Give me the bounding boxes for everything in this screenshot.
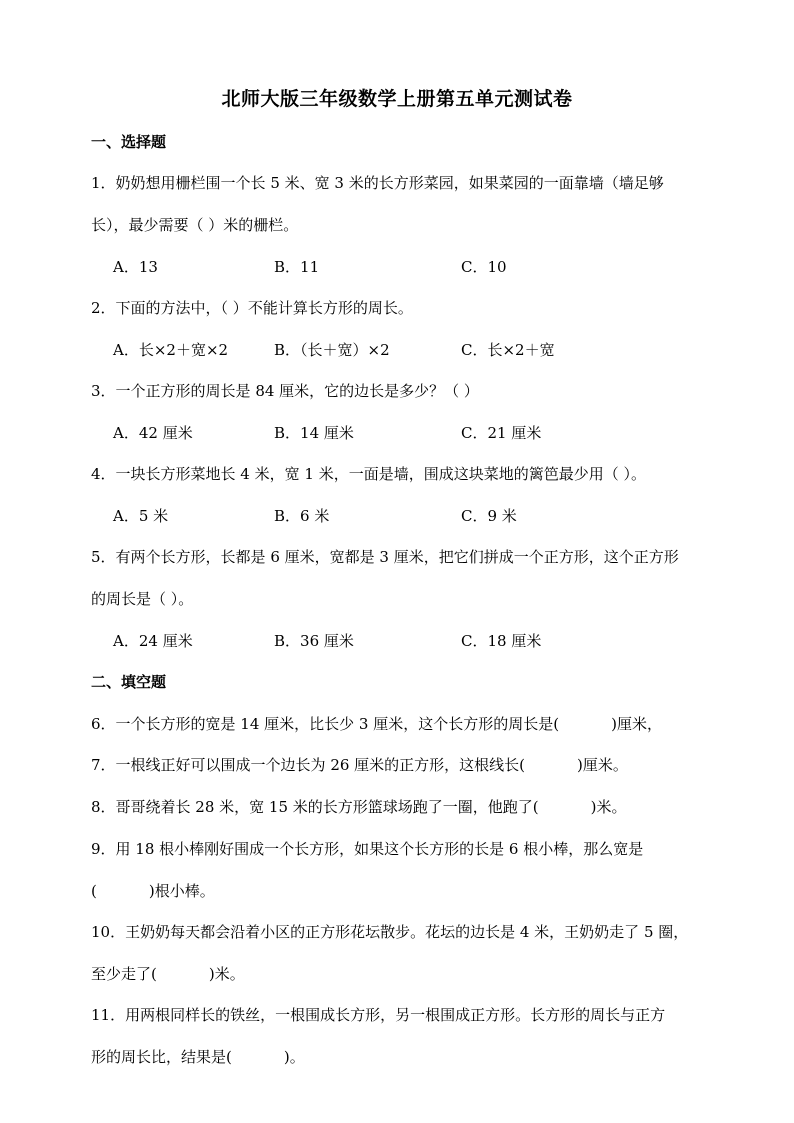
question-6-text: 6．一个长方形的宽是 14 厘米，比长少 3 厘米，这个长方形的周长是( <box>91 715 560 733</box>
question-1-line-2: 长），最少需要（ ）米的栅栏。 <box>91 216 299 234</box>
question-9-line-2 <box>91 880 215 901</box>
question-2-option-c: C．长×2＋宽 <box>461 341 555 359</box>
question-5-option-b: B．36 厘米 <box>274 632 354 650</box>
question-11-suffix: )。 <box>283 1048 305 1066</box>
question-11-line-2 <box>91 1046 305 1067</box>
question-10-prefix: 至少走了( <box>91 965 157 983</box>
question-6 <box>91 713 662 734</box>
question-4-option-c: C．9 米 <box>461 507 517 525</box>
question-3-option-c: C．21 厘米 <box>461 424 542 442</box>
question-3-option-b: B．14 厘米 <box>274 424 354 442</box>
question-10-line-1: 10．王奶奶每天都会沿着小区的正方形花坛散步。花坛的边长是 4 米，王奶奶走了 5 圈， <box>91 923 689 941</box>
question-4-option-a: A．5 米 <box>113 507 169 525</box>
question-2-option-a: A．长×2＋宽×2 <box>113 341 229 359</box>
question-5-option-a: A．24 厘米 <box>113 632 193 650</box>
question-8 <box>91 796 627 817</box>
question-4-option-b: B．6 米 <box>274 507 330 525</box>
section-heading-fill-in: 二、填空题 <box>91 673 167 691</box>
question-3-option-a: A．42 厘米 <box>113 424 193 442</box>
question-5-option-c: C．18 厘米 <box>461 632 542 650</box>
question-8-text: 8．哥哥绕着长 28 米，宽 15 米的长方形篮球场跑了一圈，他跑了( <box>91 798 539 816</box>
question-6-suffix: )厘米， <box>611 715 662 733</box>
question-7 <box>91 754 628 775</box>
question-9-suffix: )根小棒。 <box>148 882 215 900</box>
question-7-text: 7．一根线正好可以围成一个边长为 26 厘米的正方形，这根线长( <box>91 756 526 774</box>
question-8-suffix: )米。 <box>590 798 627 816</box>
question-1-option-b: B．11 <box>274 258 320 276</box>
question-2-line-1: 2．下面的方法中，（ ）不能计算长方形的周长。 <box>91 299 413 317</box>
section-heading-choice: 一、选择题 <box>91 133 167 151</box>
question-1-line-1: 1．奶奶想用栅栏围一个长 5 米、宽 3 米的长方形菜园，如果菜园的一面靠墙（墙足够 <box>91 174 664 192</box>
question-4-line-1: 4．一块长方形菜地长 4 米，宽 1 米，一面是墙，围成这块菜地的篱笆最少用（ ）。 <box>91 465 646 483</box>
question-9-prefix: ( <box>91 882 97 900</box>
question-11-line-1: 11．用两根同样长的铁丝，一根围成长方形，另一根围成正方形。长方形的周长与正方 <box>91 1006 666 1024</box>
question-9-line-1: 9．用 18 根小棒刚好围成一个长方形，如果这个长方形的长是 6 根小棒，那么宽是 <box>91 840 644 858</box>
question-1-option-c: C．10 <box>461 258 507 276</box>
question-10-line-2 <box>91 963 245 984</box>
question-3-line-1: 3．一个正方形的周长是 84 厘米，它的边长是多少？（ ） <box>91 382 479 400</box>
question-7-suffix: )厘米。 <box>577 756 628 774</box>
question-5-line-1: 5．有两个长方形，长都是 6 厘米，宽都是 3 厘米，把它们拼成一个正方形，这个正方形 <box>91 548 679 566</box>
question-1-option-a: A．13 <box>113 258 158 276</box>
question-11-prefix: 形的周长比，结果是( <box>91 1048 232 1066</box>
question-10-suffix: )米。 <box>208 965 245 983</box>
question-2-option-b: B．（长＋宽）×2 <box>274 341 390 359</box>
question-5-line-2: 的周长是（ ）。 <box>91 590 194 608</box>
page-title: 北师大版三年级数学上册第五单元测试卷 <box>221 88 573 110</box>
